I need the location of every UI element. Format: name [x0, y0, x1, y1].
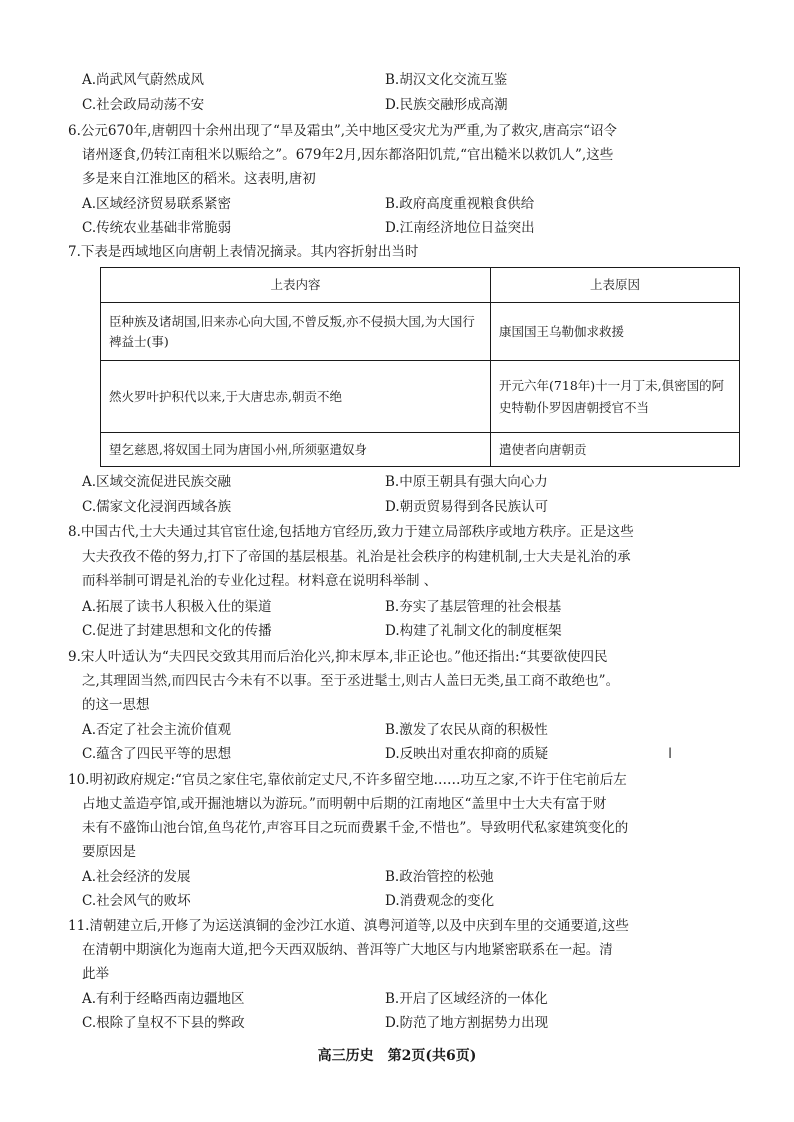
table-row — [101, 303, 740, 361]
q11-stem-line-1: 11.清朝建立后,开修了为运送滇铜的金沙江水道、滇粤河道等,以及中庆到车里的交通要道,这些 — [68, 918, 629, 934]
q6-option-a: A.区域经济贸易联系紧密 — [82, 196, 232, 212]
q10-stem-line-4: 要原因是 — [82, 844, 136, 860]
table-header-reason: 上表原因 — [491, 268, 740, 303]
q7-table — [100, 267, 740, 467]
pencil-mark: ǀ — [668, 746, 673, 762]
q10-option-d: D.消费观念的变化 — [385, 893, 495, 909]
q6-option-b: B.政府高度重视粮食供给 — [385, 196, 535, 212]
q7-option-b: B.中原王朝具有强大向心力 — [385, 474, 548, 490]
q6-option-d: D.江南经济地位日益突出 — [385, 220, 535, 236]
q11-option-a: A.有利于经略西南边疆地区 — [82, 991, 245, 1007]
q6-stem-line-3: 多是来自江淮地区的稻米。这表明,唐初 — [82, 171, 316, 187]
q9-option-c: C.蕴含了四民平等的思想 — [82, 746, 232, 762]
q10-stem-line-1: 10.明初政府规定:“官员之家住宅,靠依前定丈尺,不许多留空地……功互之家,不许于住宅前后左 — [68, 772, 627, 788]
q9-option-a: A.否定了社会主流价值观 — [82, 722, 232, 738]
table-cell: 康国国王乌勒伽求救援 — [491, 303, 740, 361]
q10-option-b: B.政治管控的松弛 — [385, 869, 494, 885]
q7-option-d: D.朝贡贸易得到各民族认可 — [385, 499, 549, 515]
prev-option-a: A.尚武风气蔚然成风 — [82, 72, 205, 88]
q7-stem: 7.下表是西域地区向唐朝上表情况摘录。其内容折射出当时 — [68, 244, 419, 260]
table-row — [101, 433, 740, 467]
q10-stem-line-3: 未有不盛饰山池台馆,鱼鸟花竹,声容耳目之玩而费累千金,不惜也”。导致明代私家建筑变化的 — [82, 820, 629, 836]
table-cell: 开元六年(718年)十一月丁未,俱密国的阿史特勒仆罗因唐朝授官不当 — [491, 361, 740, 433]
table-row — [101, 361, 740, 433]
q8-option-a: A.拓展了读书人积极入仕的渠道 — [82, 599, 272, 615]
prev-option-c: C.社会政局动荡不安 — [82, 97, 205, 113]
q9-stem-line-2: 之,其理固当然,而四民古今未有不以事。至于丞进髦士,则古人盖曰无类,虽工商不敢绝也”。 — [82, 673, 620, 689]
q7-option-a: A.区域交流促进民族交融 — [82, 474, 232, 490]
q10-stem-line-2: 占地丈盖造亭馆,或开掘池塘以为游玩。”而明朝中后期的江南地区“盖里中士大夫有富于财 — [82, 796, 607, 812]
table-cell: 望乞慈恩,将奴国土同为唐国小州,所须驱遣奴身 — [101, 433, 491, 467]
q7-option-c: C.儒家文化浸润西域各族 — [82, 499, 232, 515]
q11-stem-line-2: 在清朝中期演化为迤南大道,把今天西双版纳、普洱等广大地区与内地紧密联系在一起。清 — [82, 942, 613, 958]
q9-stem-line-1: 9.宋人叶适认为“夫四民交致其用而后治化兴,抑末厚本,非正论也。”他还指出:“其要欲使四民 — [68, 649, 608, 665]
q9-stem-line-3: 的这一思想 — [82, 697, 150, 713]
q8-option-d: D.构建了礼制文化的制度框架 — [385, 623, 562, 639]
q9-option-b: B.激发了农民从商的积极性 — [385, 722, 548, 738]
q11-stem-line-3: 此举 — [82, 966, 109, 982]
table-header-content: 上表内容 — [101, 268, 491, 303]
q8-option-c: C.促进了封建思想和文化的传播 — [82, 623, 272, 639]
q11-option-b: B.开启了区域经济的一体化 — [385, 991, 548, 1007]
q8-option-b: B.夯实了基层管理的社会根基 — [385, 599, 562, 615]
q6-stem-line-2: 诸州逐食,仍转江南租米以赈给之”。679年2月,因东都洛阳饥荒,“官出糙米以救饥人”,这些 — [82, 147, 614, 163]
table-cell: 然火罗叶护积代以来,于大唐忠赤,朝贡不绝 — [101, 361, 491, 433]
q8-stem-line-1: 8.中国古代,士大夫通过其官宦仕途,包括地方官经历,致力于建立局部秩序或地方秩序。正是这些 — [68, 524, 634, 540]
table-header-row — [101, 268, 740, 303]
q8-stem-line-2: 大夫孜孜不倦的努力,打下了帝国的基层根基。礼治是社会秩序的构建机制,士大夫是礼治的承 — [82, 549, 631, 565]
table-cell: 臣种族及诸胡国,旧来赤心向大国,不曾反叛,亦不侵损大国,为大国行裨益士(事) — [101, 303, 491, 361]
q10-option-c: C.社会风气的败坏 — [82, 893, 191, 909]
q9-option-d: D.反映出对重农抑商的质疑 — [385, 746, 549, 762]
q6-option-c: C.传统农业基础非常脆弱 — [82, 220, 232, 236]
q10-option-a: A.社会经济的发展 — [82, 869, 191, 885]
table-cell: 遣使者向唐朝贡 — [491, 433, 740, 467]
prev-option-d: D.民族交融形成高潮 — [385, 97, 508, 113]
q11-option-c: C.根除了皇权不下县的弊政 — [82, 1015, 245, 1031]
q8-stem-line-3: 而科举制可谓是礼治的专业化过程。材料意在说明科举制 、 — [82, 573, 438, 589]
q11-option-d: D.防范了地方割据势力出现 — [385, 1015, 549, 1031]
prev-option-b: B.胡汉文化交流互鉴 — [385, 72, 508, 88]
q6-stem-line-1: 6.公元670年,唐朝四十余州出现了“旱及霜虫”,关中地区受灾尤为严重,为了救灾,唐高宗“诏令 — [68, 123, 618, 139]
page-footer: 高三历史 第2页(共6页) — [317, 1048, 477, 1064]
